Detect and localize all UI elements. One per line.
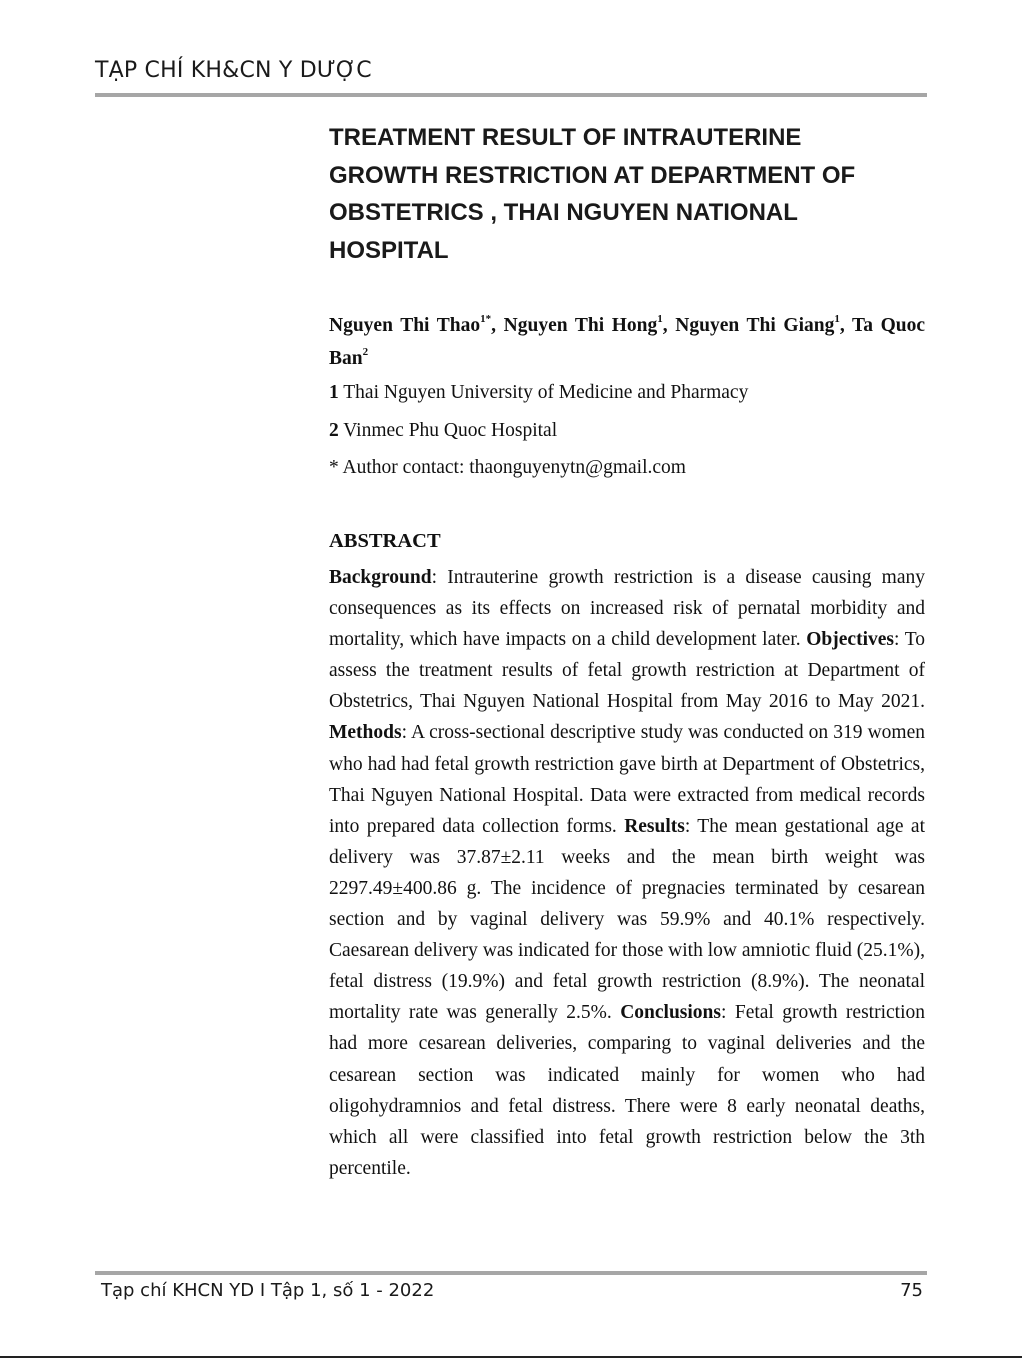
author-name: Ta Quoc Ban [329, 315, 926, 369]
abstract-label-methods: Methods [329, 722, 402, 744]
page-number: 75 [900, 1280, 923, 1301]
author-separator: , [662, 315, 676, 336]
affiliation-marker: 1 [329, 382, 339, 403]
author-affiliation-mark: 2 [362, 346, 369, 358]
affiliation-marker: 2 [329, 420, 339, 441]
abstract-text-results: : The mean gestational age at delivery was 37.87±2.11 weeks and the mean birth weight was 2297.49±400.86 g. The incidence of pregnacies terminated by cesarean section and by vaginal delivery was 59.9% and 40.1% respectively. Caesarean delivery was indicated for those with low amniotic fluid (25.1%), fetal distress (19.9%) and fetal growth restriction (8.9%). The neonatal mortality rate was generally 2.5%. [329, 815, 925, 1024]
abstract-text-background: : Intrauterine growth restriction is a disease causing many consequences as its effects on increased risk of pernatal morbidity and mortality, which have impacts on a child development later. [329, 567, 925, 651]
abstract-text-methods: : A cross-sectional descriptive study was conducted on 319 women who had had fetal growth restriction gave birth at Department of Obstetrics, Thai Nguyen National Hospital. Data were extracted from medical records into prepared data collection forms. [329, 722, 925, 837]
author-list [329, 309, 925, 375]
abstract-label-conclusions: Conclusions [620, 1002, 721, 1024]
title-line: HOSPITAL [329, 236, 449, 264]
abstract-text-objectives: : To assess the treatment results of fetal growth restriction at Department of Obstetrics, Thai Nguyen National Hospital from May 2016 to May 2021. [329, 629, 926, 713]
author-separator: , [491, 315, 504, 336]
abstract-body [329, 562, 925, 1184]
author-affiliation-mark: 1 [657, 313, 663, 325]
affiliation-text: Vinmec Phu Quoc Hospital [338, 420, 558, 441]
author-name: Nguyen Thi Thao [329, 315, 481, 336]
abstract-text-conclusions: : Fetal growth restriction had more cesarean deliveries, comparing to vaginal deliveries and the cesarean section was indicated mainly for women who had oligohydramnios and fetal distress. There were 8 early neonatal deaths, which all were classified into fetal growth restriction below the 3th percentile. [329, 1002, 925, 1179]
author-contact: * Author contact: thaonguyenytn@gmail.com [329, 457, 686, 478]
abstract-label-objectives: Objectives [806, 629, 894, 651]
journal-header: TẠP CHÍ KH&CN Y DƯỢC [95, 58, 372, 83]
title-line: OBSTETRICS , THAI NGUYEN NATIONAL [329, 199, 798, 226]
author-separator: , [839, 315, 853, 336]
author-affiliation-mark: 1* [480, 313, 492, 325]
abstract-heading: ABSTRACT [329, 530, 441, 552]
author-name: Nguyen Thi Giang [675, 315, 835, 336]
abstract-label-background: Background [329, 567, 432, 588]
header-rule [95, 93, 927, 97]
author-name: Nguyen Thi Hong [503, 315, 658, 336]
affiliation-text: Thai Nguyen University of Medicine and Pharmacy [338, 382, 749, 403]
affiliation-2 [329, 419, 557, 443]
title-line: GROWTH RESTRICTION AT DEPARTMENT OF [329, 161, 856, 189]
abstract-label-results: Results [624, 815, 685, 837]
affiliation-1 [329, 381, 748, 405]
author-affiliation-mark: 1 [834, 313, 840, 325]
title-line: TREATMENT RESULT OF INTRAUTERINE [329, 124, 802, 151]
footer-rule [95, 1271, 927, 1275]
footer-citation: Tạp chí KHCN YD I Tập 1, số 1 - 2022 [101, 1280, 435, 1301]
article-title [329, 119, 929, 269]
page-edge-line [0, 1356, 1022, 1358]
